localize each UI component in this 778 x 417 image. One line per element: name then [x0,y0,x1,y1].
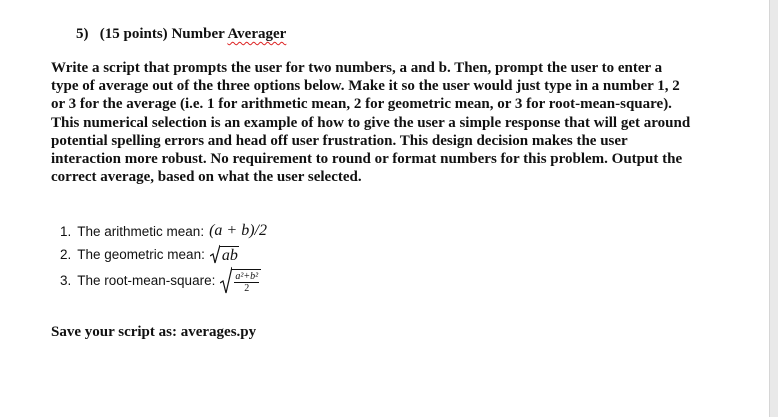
instructions-paragraph: Write a script that prompts the user for two numbers, a and b. Then, prompt the user to enter a type of average out of the three options below. Make it so the user would just type in a number 1, 2 or 3 for the average (i.e. 1 for arithmetic mean, 2 for geometric mean, or 3 for root-mean-square). This numerical selection is an example of how to give the user a simple response that will get around potential spelling errors and head off user frustration. This design decision makes the user interaction more robust. No requirement to round or format numbers for this problem. Output the correct average, based on what the user selected. [51,60,691,186]
save-instruction: Save your script as: averages.py [51,324,257,340]
geometric-mean-formula [210,244,239,264]
fraction-denominator: 2 [244,283,250,294]
option-label: The geometric mean: [77,246,205,262]
scrollbar-track[interactable] [769,0,778,417]
fraction [232,269,261,294]
option-root-mean-square [60,266,261,294]
option-label: The root-mean-square: [77,272,216,288]
option-number: 3. [60,272,72,288]
option-number: 2. [60,246,72,262]
question-number: 5) [76,26,89,42]
radicand: ab [221,247,238,264]
question-title-word: Number [171,26,225,42]
arithmetic-mean-formula: (a + b)/2 [209,222,267,239]
radical-sign-icon [210,244,220,264]
option-geometric-mean [60,244,239,264]
root-mean-square-formula [220,266,261,294]
option-arithmetic-mean [60,222,267,240]
radical-sign-icon [220,266,232,294]
spellcheck-flagged-word: Averager [227,26,287,42]
question-title [76,26,286,43]
question-points: (15 points) [99,26,168,42]
option-number: 1. [60,223,72,239]
fraction-numerator: a²+b² [235,271,259,282]
option-label: The arithmetic mean: [77,223,205,239]
